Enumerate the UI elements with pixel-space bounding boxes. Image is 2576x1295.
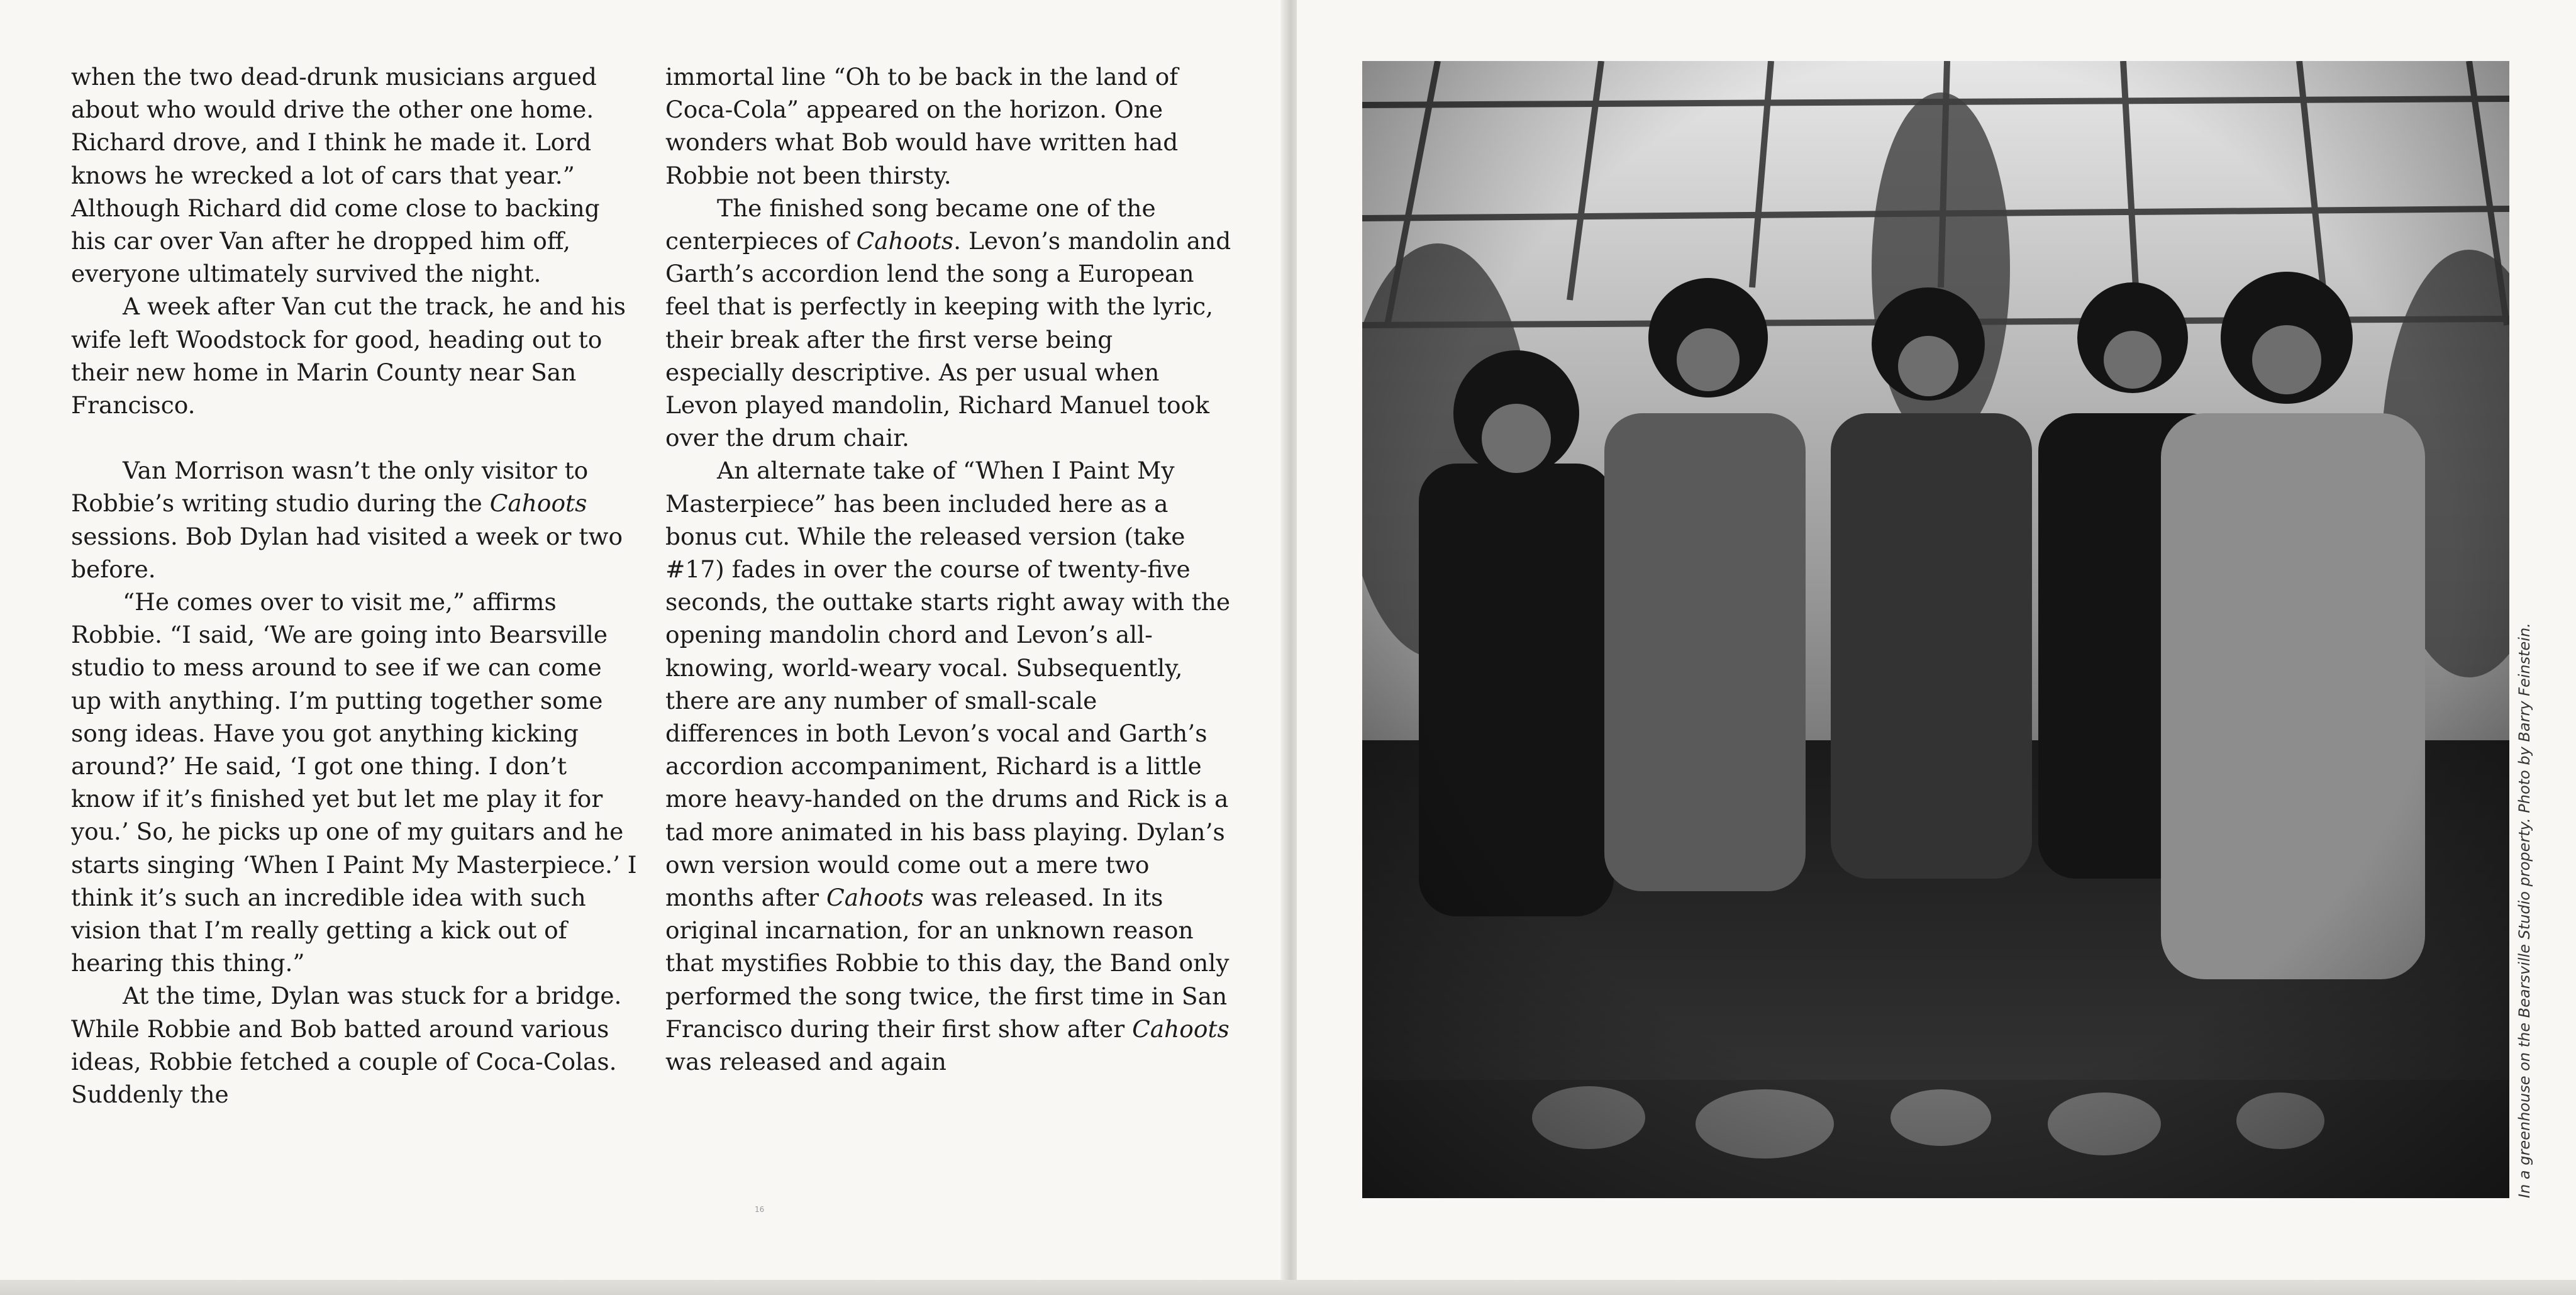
paragraph: immortal line “Oh to be back in the land of Coca-Cola” appeared on the horizon. One wonders what Bob would have written had Robbie not been thirsty. — [665, 63, 1179, 189]
text-run: was released. In its original incarnation, for an unknown reason that mystifies Robbie to this day, the Band only performed the song twice, the first time in San Francisco during their first show after — [665, 884, 1230, 1043]
page-edge — [0, 1280, 2576, 1295]
text-column-1 — [71, 60, 637, 1111]
text-run: The finished song became one of the centerpieces of — [665, 194, 1156, 255]
greenhouse-photo-illustration — [1362, 61, 2509, 1198]
paragraph: when the two dead-drunk musicians argued about who would drive the other one home. Richard drove, and I think he made it. Lord knows he wrecked a lot of cars that year.” Although Richard did come close to backing his car over Van after he dropped him off, everyone ultimately survived the night. — [71, 63, 600, 288]
text-column-2 — [665, 60, 1231, 1078]
paragraph: “He comes over to visit me,” affirms Robbie. “I said, ‘We are going into Bearsville studio to mess around to see if we can come up with anything. I’m putting together some song ideas. Have you got anything kicking around?’ He said, ‘I got one thing. I don’t know if it’s finished yet but let me play it for you.’ So, he picks up one of my guitars and he starts singing ‘When I Paint My Masterpiece.’ I think it’s such an incredible idea with such vision that I’m really getting a kick out of hearing this thing.” — [71, 588, 637, 977]
album-title: Cahoots — [489, 489, 587, 518]
page-number: 16 — [755, 1205, 765, 1214]
band-photo — [1362, 61, 2509, 1198]
text-run: sessions. Bob Dylan had visited a week or two before. — [71, 522, 623, 583]
text-run: An alternate take of “When I Paint My Masterpiece” has been included here as a bonus cut. While the released version (take #17) fades in over the course of twenty-five seconds, the outtake starts right away with the opening mandolin chord and Levon’s all-knowing, world-weary vocal. Subsequently, there are any number of small-scale differences in both Levon’s vocal and Garth’s accordion accompaniment, Richard is a little more heavy-handed on the drums and Rick is a tad more animated in his bass playing. Dylan’s own version would come out a mere two months after — [665, 457, 1231, 912]
text-run: Van Morrison wasn’t the only visitor to Robbie’s writing studio during the — [71, 457, 589, 518]
paragraph: A week after Van cut the track, he and his wife left Woodstock for good, heading out to their new home in Marin County near San Francisco. — [71, 292, 626, 420]
text-run: was released and again — [665, 1048, 947, 1076]
left-page — [0, 0, 1285, 1280]
paragraph: At the time, Dylan was stuck for a bridge. While Robbie and Bob batted around various ideas, Robbie fetched a couple of Coca-Colas. Suddenly the — [71, 982, 622, 1109]
paragraph — [665, 454, 1231, 1078]
paragraph — [71, 454, 637, 586]
paragraph — [665, 192, 1231, 455]
album-title: Cahoots — [826, 884, 924, 912]
album-title: Cahoots — [1132, 1014, 1230, 1043]
photo-caption: In a greenhouse on the Bearsville Studio property. Photo by Barry Feinstein. — [2516, 623, 2533, 1198]
album-title: Cahoots — [856, 227, 954, 255]
text-run: . Levon’s mandolin and Garth’s accordion lend the song a European feel that is perfectly in keeping with the lyric, their break after the first verse being especially descriptive. As per usual when Levon played mandolin, Richard Manuel took over the drum chair. — [665, 227, 1231, 452]
